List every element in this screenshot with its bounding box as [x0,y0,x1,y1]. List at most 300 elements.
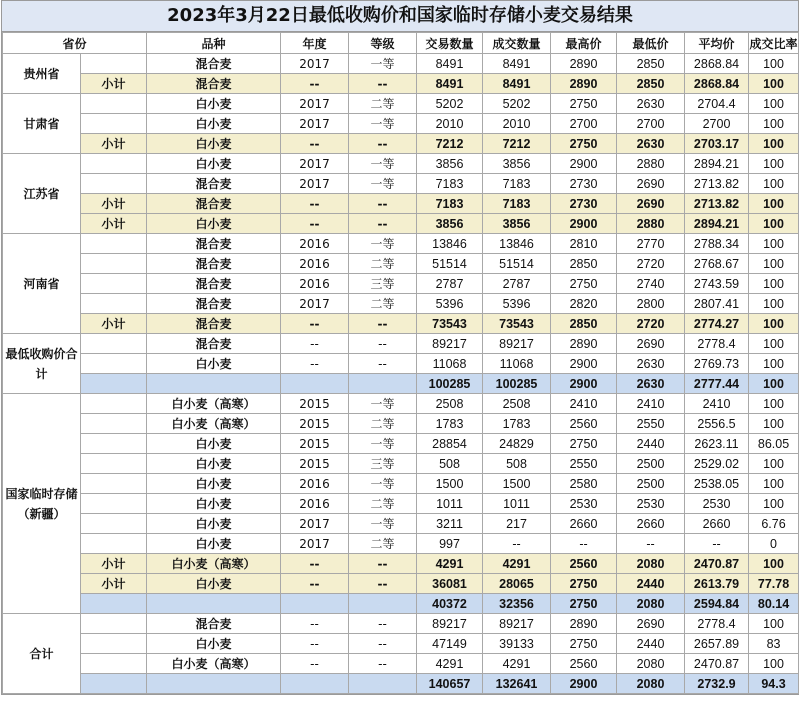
deal-qty-cell: 8491 [483,74,551,94]
avg-price-cell: 2713.82 [685,174,749,194]
trade-qty-cell: 4291 [417,554,483,574]
max-price-cell: 2750 [551,94,617,114]
max-price-cell: 2890 [551,74,617,94]
grade-cell: 一等 [349,54,417,74]
subtotal-label-cell [81,434,147,454]
variety-cell: 白小麦 [147,114,281,134]
header-avg-price: 平均价 [685,33,749,54]
max-price-cell: 2900 [551,154,617,174]
min-price-cell: 2690 [617,174,685,194]
deal-qty-cell: 5396 [483,294,551,314]
min-price-cell: 2080 [617,594,685,614]
min-price-cell: 2410 [617,394,685,414]
variety-cell: 白小麦 [147,514,281,534]
table-row [3,514,799,534]
avg-price-cell: 2556.5 [685,414,749,434]
max-price-cell: 2890 [551,54,617,74]
subtotal-row [3,314,799,334]
header-max-price: 最高价 [551,33,617,54]
subtotal-label-cell [81,94,147,114]
table-row [3,94,799,114]
deal-qty-cell: 51514 [483,254,551,274]
trade-qty-cell: 47149 [417,634,483,654]
deal-ratio-cell: 100 [749,374,799,394]
grade-cell [349,594,417,614]
variety-cell: 白小麦 [147,634,281,654]
min-price-cell: 2080 [617,554,685,574]
min-price-cell: 2500 [617,474,685,494]
grade-cell: 一等 [349,154,417,174]
deal-ratio-cell: 100 [749,474,799,494]
year-cell: -- [281,74,349,94]
total-row [3,674,799,694]
deal-ratio-cell: 100 [749,134,799,154]
deal-ratio-cell: 100 [749,174,799,194]
year-cell: 2016 [281,274,349,294]
year-cell [281,674,349,694]
min-price-cell: 2880 [617,154,685,174]
avg-price-cell: 2894.21 [685,214,749,234]
subtotal-label-cell: 小计 [81,554,147,574]
trade-qty-cell: 3211 [417,514,483,534]
table-row [3,174,799,194]
max-price-cell: 2900 [551,214,617,234]
min-price-cell: 2080 [617,674,685,694]
header-trade-qty: 交易数量 [417,33,483,54]
header-min-price: 最低价 [617,33,685,54]
deal-qty-cell: 5202 [483,94,551,114]
variety-cell: 混合麦 [147,314,281,334]
min-price-cell: 2740 [617,274,685,294]
avg-price-cell: 2529.02 [685,454,749,474]
deal-ratio-cell: 100 [749,274,799,294]
deal-ratio-cell: 100 [749,194,799,214]
deal-ratio-cell: 100 [749,554,799,574]
year-cell: 2017 [281,514,349,534]
year-cell: 2016 [281,474,349,494]
grade-cell: 一等 [349,394,417,414]
max-price-cell: 2530 [551,494,617,514]
subtotal-label-cell [81,234,147,254]
avg-price-cell: 2623.11 [685,434,749,454]
max-price-cell: 2410 [551,394,617,414]
grade-cell [349,674,417,694]
grade-cell: 三等 [349,274,417,294]
subtotal-label-cell [81,374,147,394]
deal-qty-cell: 1500 [483,474,551,494]
max-price-cell: 2580 [551,474,617,494]
table-row [3,414,799,434]
table-row [3,294,799,314]
header-province: 省份 [3,33,147,54]
subtotal-label-cell [81,294,147,314]
page-title: 2023年3月22日最低收购价和国家临时存储小麦交易结果 [2,1,798,32]
subtotal-label-cell: 小计 [81,214,147,234]
subtotal-row [3,574,799,594]
avg-price-cell: 2657.89 [685,634,749,654]
max-price-cell: 2550 [551,454,617,474]
deal-ratio-cell: 83 [749,634,799,654]
variety-cell: 白小麦 [147,134,281,154]
max-price-cell: 2750 [551,634,617,654]
avg-price-cell: 2700 [685,114,749,134]
trade-qty-cell: 4291 [417,654,483,674]
deal-ratio-cell: 100 [749,334,799,354]
min-price-cell: 2690 [617,334,685,354]
table-row [3,234,799,254]
grade-cell: 二等 [349,414,417,434]
grade-cell: -- [349,614,417,634]
grade-cell: 一等 [349,474,417,494]
avg-price-cell: 2660 [685,514,749,534]
trade-qty-cell: 89217 [417,334,483,354]
deal-ratio-cell: 100 [749,254,799,274]
variety-cell: 白小麦 [147,354,281,374]
grade-cell: -- [349,74,417,94]
variety-cell: 混合麦 [147,194,281,214]
subtotal-label-cell [81,154,147,174]
min-price-cell: 2850 [617,74,685,94]
table-row [3,354,799,374]
avg-price-cell: 2713.82 [685,194,749,214]
deal-ratio-cell: 100 [749,294,799,314]
header-grade: 等级 [349,33,417,54]
deal-qty-cell: 217 [483,514,551,534]
min-price-cell: 2550 [617,414,685,434]
deal-qty-cell: 7183 [483,194,551,214]
max-price-cell: 2900 [551,354,617,374]
variety-cell [147,674,281,694]
grade-cell [349,374,417,394]
max-price-cell: 2850 [551,314,617,334]
subtotal-label-cell: 小计 [81,194,147,214]
max-price-cell: 2700 [551,114,617,134]
trade-qty-cell: 51514 [417,254,483,274]
trade-qty-cell: 5396 [417,294,483,314]
max-price-cell: 2730 [551,194,617,214]
subtotal-label-cell: 小计 [81,74,147,94]
year-cell [281,374,349,394]
deal-ratio-cell: 80.14 [749,594,799,614]
deal-ratio-cell: 100 [749,354,799,374]
deal-ratio-cell: 100 [749,74,799,94]
province-cell: 最低收购价合计 [3,334,81,394]
max-price-cell: 2560 [551,414,617,434]
max-price-cell: 2890 [551,614,617,634]
year-cell: -- [281,634,349,654]
grade-cell: 二等 [349,94,417,114]
avg-price-cell: 2768.67 [685,254,749,274]
min-price-cell: 2690 [617,614,685,634]
deal-qty-cell: 132641 [483,674,551,694]
results-table [2,32,799,694]
year-cell: -- [281,614,349,634]
province-cell: 甘肃省 [3,94,81,154]
variety-cell: 混合麦 [147,614,281,634]
deal-qty-cell: 89217 [483,334,551,354]
avg-price-cell: 2732.9 [685,674,749,694]
subtotal-row [3,74,799,94]
avg-price-cell: 2769.73 [685,354,749,374]
grade-cell: 二等 [349,494,417,514]
variety-cell: 混合麦 [147,174,281,194]
trade-qty-cell: 36081 [417,574,483,594]
trade-qty-cell: 89217 [417,614,483,634]
variety-cell: 混合麦 [147,234,281,254]
deal-qty-cell: 1783 [483,414,551,434]
variety-cell: 白小麦（高寒） [147,654,281,674]
min-price-cell: 2500 [617,454,685,474]
trade-qty-cell: 2787 [417,274,483,294]
deal-ratio-cell: 100 [749,414,799,434]
subtotal-row [3,554,799,574]
deal-qty-cell: 100285 [483,374,551,394]
min-price-cell: 2080 [617,654,685,674]
deal-ratio-cell: 100 [749,494,799,514]
table-row [3,394,799,414]
subtotal-row [3,194,799,214]
deal-qty-cell: 2508 [483,394,551,414]
subtotal-label-cell: 小计 [81,314,147,334]
subtotal-label-cell [81,474,147,494]
province-cell: 合计 [3,614,81,694]
table-row [3,434,799,454]
min-price-cell: 2770 [617,234,685,254]
trade-qty-cell: 73543 [417,314,483,334]
grade-cell: 一等 [349,434,417,454]
trade-qty-cell: 140657 [417,674,483,694]
subtotal-row [3,214,799,234]
deal-qty-cell: 508 [483,454,551,474]
table-row [3,334,799,354]
deal-qty-cell: 1011 [483,494,551,514]
min-price-cell: 2440 [617,574,685,594]
subtotal-label-cell [81,254,147,274]
grade-cell: 三等 [349,454,417,474]
variety-cell: 混合麦 [147,334,281,354]
deal-ratio-cell: 100 [749,234,799,254]
deal-ratio-cell: 100 [749,314,799,334]
avg-price-cell: 2470.87 [685,554,749,574]
max-price-cell: 2820 [551,294,617,314]
grade-cell: -- [349,554,417,574]
trade-qty-cell: 100285 [417,374,483,394]
variety-cell: 混合麦 [147,254,281,274]
max-price-cell: -- [551,534,617,554]
grade-cell: -- [349,194,417,214]
deal-ratio-cell: 100 [749,154,799,174]
year-cell: -- [281,334,349,354]
variety-cell: 白小麦 [147,574,281,594]
min-price-cell: 2880 [617,214,685,234]
avg-price-cell: 2743.59 [685,274,749,294]
year-cell: -- [281,134,349,154]
year-cell: 2015 [281,394,349,414]
deal-ratio-cell: 6.76 [749,514,799,534]
year-cell: -- [281,574,349,594]
grade-cell: -- [349,334,417,354]
trade-qty-cell: 7183 [417,194,483,214]
year-cell: -- [281,194,349,214]
min-price-cell: 2850 [617,54,685,74]
year-cell: 2015 [281,414,349,434]
year-cell: 2017 [281,174,349,194]
table-row [3,54,799,74]
year-cell: 2016 [281,254,349,274]
table-row [3,154,799,174]
deal-qty-cell: 2010 [483,114,551,134]
deal-qty-cell: 8491 [483,54,551,74]
deal-ratio-cell: 100 [749,114,799,134]
min-price-cell: 2800 [617,294,685,314]
trade-results-sheet [1,0,799,695]
trade-qty-cell: 28854 [417,434,483,454]
table-row [3,614,799,634]
min-price-cell: -- [617,534,685,554]
avg-price-cell: 2778.4 [685,614,749,634]
year-cell: 2015 [281,454,349,474]
variety-cell: 白小麦 [147,534,281,554]
min-price-cell: 2720 [617,314,685,334]
deal-qty-cell: 89217 [483,614,551,634]
grade-cell: 二等 [349,294,417,314]
grade-cell: -- [349,214,417,234]
avg-price-cell: 2868.84 [685,54,749,74]
grade-cell: -- [349,134,417,154]
grade-cell: -- [349,654,417,674]
avg-price-cell: 2894.21 [685,154,749,174]
subtotal-label-cell [81,274,147,294]
deal-ratio-cell: 100 [749,394,799,414]
deal-ratio-cell: 77.78 [749,574,799,594]
trade-qty-cell: 7212 [417,134,483,154]
year-cell: 2016 [281,494,349,514]
min-price-cell: 2630 [617,94,685,114]
variety-cell: 混合麦 [147,54,281,74]
max-price-cell: 2810 [551,234,617,254]
variety-cell: 白小麦 [147,474,281,494]
deal-qty-cell: 4291 [483,654,551,674]
year-cell: -- [281,314,349,334]
subtotal-label-cell [81,514,147,534]
variety-cell: 白小麦 [147,154,281,174]
min-price-cell: 2440 [617,634,685,654]
trade-qty-cell: 3856 [417,214,483,234]
variety-cell: 白小麦（高寒） [147,394,281,414]
grade-cell: -- [349,354,417,374]
min-price-cell: 2630 [617,134,685,154]
deal-qty-cell: 28065 [483,574,551,594]
subtotal-label-cell [81,454,147,474]
subtotal-label-cell [81,114,147,134]
table-row [3,454,799,474]
year-cell: 2017 [281,114,349,134]
avg-price-cell: 2774.27 [685,314,749,334]
trade-qty-cell: 2010 [417,114,483,134]
variety-cell: 白小麦（高寒） [147,554,281,574]
deal-qty-cell: 32356 [483,594,551,614]
table-row [3,274,799,294]
trade-qty-cell: 508 [417,454,483,474]
avg-price-cell: 2868.84 [685,74,749,94]
table-row [3,254,799,274]
avg-price-cell: 2613.79 [685,574,749,594]
year-cell [281,594,349,614]
province-cell: 河南省 [3,234,81,334]
min-price-cell: 2440 [617,434,685,454]
max-price-cell: 2660 [551,514,617,534]
grade-cell: -- [349,314,417,334]
deal-ratio-cell: 94.3 [749,674,799,694]
trade-qty-cell: 7183 [417,174,483,194]
deal-ratio-cell: 100 [749,654,799,674]
trade-qty-cell: 40372 [417,594,483,614]
max-price-cell: 2900 [551,674,617,694]
trade-qty-cell: 5202 [417,94,483,114]
grade-cell: 二等 [349,254,417,274]
deal-qty-cell: 13846 [483,234,551,254]
subtotal-label-cell: 小计 [81,134,147,154]
subtotal-label-cell [81,494,147,514]
deal-qty-cell: 24829 [483,434,551,454]
avg-price-cell: -- [685,534,749,554]
header-deal-qty: 成交数量 [483,33,551,54]
avg-price-cell: 2704.4 [685,94,749,114]
min-price-cell: 2720 [617,254,685,274]
deal-qty-cell: 11068 [483,354,551,374]
variety-cell: 混合麦 [147,274,281,294]
year-cell: -- [281,654,349,674]
year-cell: 2016 [281,234,349,254]
grade-cell: 一等 [349,174,417,194]
max-price-cell: 2560 [551,654,617,674]
variety-cell: 白小麦 [147,434,281,454]
total-row [3,594,799,614]
trade-qty-cell: 13846 [417,234,483,254]
year-cell: 2017 [281,534,349,554]
max-price-cell: 2750 [551,574,617,594]
subtotal-label-cell [81,674,147,694]
subtotal-label-cell [81,54,147,74]
max-price-cell: 2850 [551,254,617,274]
avg-price-cell: 2410 [685,394,749,414]
variety-cell: 白小麦 [147,94,281,114]
table-row [3,474,799,494]
variety-cell: 白小麦 [147,454,281,474]
deal-ratio-cell: 86.05 [749,434,799,454]
table-row [3,634,799,654]
variety-cell [147,594,281,614]
year-cell: -- [281,214,349,234]
subtotal-label-cell [81,354,147,374]
header-variety: 品种 [147,33,281,54]
deal-ratio-cell: 100 [749,614,799,634]
subtotal-label-cell [81,394,147,414]
subtotal-label-cell [81,594,147,614]
avg-price-cell: 2777.44 [685,374,749,394]
header-deal-ratio: 成交比率 [749,33,799,54]
deal-qty-cell: 2787 [483,274,551,294]
subtotal-label-cell [81,414,147,434]
table-row [3,534,799,554]
max-price-cell: 2750 [551,594,617,614]
avg-price-cell: 2703.17 [685,134,749,154]
max-price-cell: 2900 [551,374,617,394]
variety-cell: 白小麦（高寒） [147,414,281,434]
variety-cell: 白小麦 [147,494,281,514]
deal-qty-cell: 7212 [483,134,551,154]
grade-cell: -- [349,634,417,654]
